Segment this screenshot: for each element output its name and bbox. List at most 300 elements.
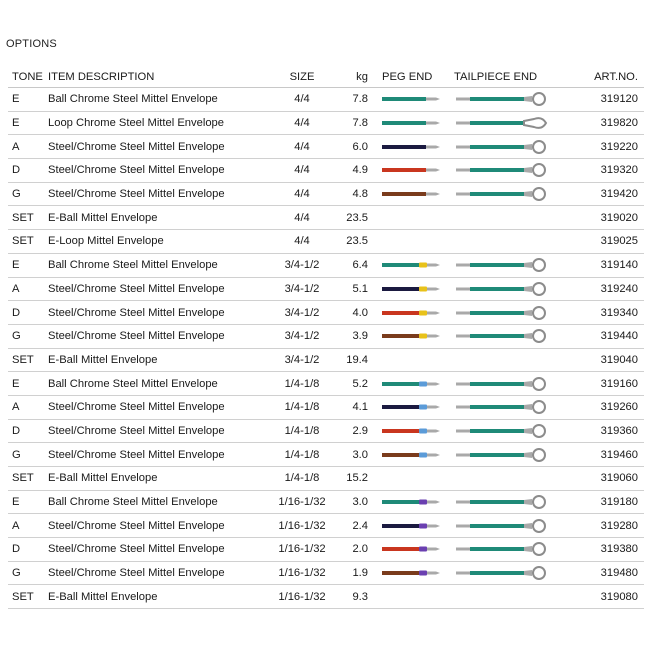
peg-tip — [436, 145, 440, 148]
peg-tip — [436, 287, 440, 290]
peg-end-cell — [382, 324, 454, 348]
tail-collar — [524, 310, 532, 316]
table-row — [8, 159, 644, 183]
tail-string — [470, 145, 524, 149]
tailpiece-end-cell — [454, 159, 564, 183]
tailpiece-end-icon — [454, 279, 554, 299]
peg-color-band — [419, 547, 427, 552]
kg-cell: 23.5 — [338, 206, 382, 230]
description-cell: Ball Chrome Steel Mittel Envelope — [48, 88, 266, 112]
table-body — [8, 88, 644, 609]
header-size: SIZE — [266, 66, 338, 88]
description-cell: Steel/Chrome Steel Mittel Envelope — [48, 419, 266, 443]
tone-cell: G — [8, 561, 48, 585]
tail-ball — [533, 543, 545, 555]
peg-tip — [436, 335, 440, 338]
size-cell: 1/4-1/8 — [266, 372, 338, 396]
tailpiece-end-icon — [454, 184, 554, 204]
tailpiece-end-cell — [454, 443, 564, 467]
table-row — [8, 111, 644, 135]
tail-string — [470, 168, 524, 172]
tailpiece-end-cell — [454, 182, 564, 206]
description-cell: Steel/Chrome Steel Mittel Envelope — [48, 324, 266, 348]
tailpiece-end-icon — [454, 255, 554, 275]
tailpiece-end-cell — [454, 490, 564, 514]
art-no-cell: 319460 — [564, 443, 644, 467]
peg-color-band — [419, 263, 427, 268]
peg-end-cell — [382, 88, 454, 112]
peg-color-band — [419, 523, 427, 528]
kg-cell: 6.0 — [338, 135, 382, 159]
peg-tip — [436, 382, 440, 385]
art-no-cell: 319420 — [564, 182, 644, 206]
peg-tip — [436, 193, 440, 196]
peg-tip — [436, 572, 440, 575]
peg-metal-end — [426, 335, 436, 338]
tail-metal-start — [456, 453, 470, 456]
art-no-cell: 319120 — [564, 88, 644, 112]
peg-color-band — [419, 571, 427, 576]
peg-end-icon — [382, 426, 442, 436]
tone-cell: E — [8, 372, 48, 396]
peg-end-cell — [382, 206, 454, 230]
size-cell: 1/4-1/8 — [266, 467, 338, 491]
size-cell: 3/4-1/2 — [266, 277, 338, 301]
header-description: ITEM DESCRIPTION — [48, 66, 266, 88]
tail-collar — [524, 499, 532, 505]
description-cell: Steel/Chrome Steel Mittel Envelope — [48, 182, 266, 206]
peg-end-icon — [382, 308, 442, 318]
peg-string — [382, 97, 426, 101]
tail-metal-start — [456, 501, 470, 504]
tone-cell: D — [8, 159, 48, 183]
description-cell: Steel/Chrome Steel Mittel Envelope — [48, 277, 266, 301]
peg-end-icon — [382, 497, 442, 507]
tailpiece-end-icon — [454, 303, 554, 323]
peg-end-cell — [382, 395, 454, 419]
table-row — [8, 585, 644, 609]
header-kg: kg — [338, 66, 382, 88]
tailpiece-end-icon — [454, 326, 554, 346]
tail-ball — [533, 259, 545, 271]
tail-string — [470, 311, 524, 315]
kg-cell: 4.1 — [338, 395, 382, 419]
tailpiece-end-cell — [454, 395, 564, 419]
tailpiece-end-cell — [454, 514, 564, 538]
peg-end-cell — [382, 135, 454, 159]
table-row — [8, 135, 644, 159]
peg-metal-end — [426, 524, 436, 527]
art-no-cell: 319360 — [564, 419, 644, 443]
tone-cell: D — [8, 419, 48, 443]
peg-end-cell — [382, 538, 454, 562]
tail-string — [470, 405, 524, 409]
tailpiece-end-icon — [454, 113, 554, 133]
size-cell: 4/4 — [266, 135, 338, 159]
description-cell: E-Ball Mittel Envelope — [48, 348, 266, 372]
table-row — [8, 348, 644, 372]
peg-color-band — [419, 381, 427, 386]
art-no-cell: 319040 — [564, 348, 644, 372]
table-row — [8, 490, 644, 514]
table-row — [8, 514, 644, 538]
tailpiece-end-icon — [454, 89, 554, 109]
tail-metal-start — [456, 169, 470, 172]
size-cell: 1/16-1/32 — [266, 561, 338, 585]
tail-ball — [533, 449, 545, 461]
table-row — [8, 182, 644, 206]
description-cell: Ball Chrome Steel Mittel Envelope — [48, 490, 266, 514]
art-no-cell: 319140 — [564, 253, 644, 277]
peg-string — [382, 121, 426, 125]
peg-tip — [436, 524, 440, 527]
art-no-cell: 319320 — [564, 159, 644, 183]
peg-metal-end — [426, 501, 436, 504]
tone-cell: E — [8, 111, 48, 135]
peg-tip — [436, 169, 440, 172]
peg-end-cell — [382, 111, 454, 135]
tail-metal-start — [456, 287, 470, 290]
peg-color-band — [419, 286, 427, 291]
tone-cell: E — [8, 88, 48, 112]
header-tailpiece-end: TAILPIECE END — [454, 66, 564, 88]
table-row — [8, 419, 644, 443]
size-cell: 1/16-1/32 — [266, 538, 338, 562]
peg-metal-end — [426, 122, 436, 125]
tail-metal-start — [456, 193, 470, 196]
tone-cell: D — [8, 538, 48, 562]
tailpiece-end-cell — [454, 348, 564, 372]
tail-loop — [524, 118, 546, 128]
kg-cell: 4.0 — [338, 301, 382, 325]
tail-string — [470, 192, 524, 196]
tail-metal-start — [456, 548, 470, 551]
tailpiece-end-cell — [454, 253, 564, 277]
art-no-cell: 319220 — [564, 135, 644, 159]
size-cell: 4/4 — [266, 182, 338, 206]
tailpiece-end-cell — [454, 585, 564, 609]
peg-end-cell — [382, 467, 454, 491]
tail-ball — [533, 401, 545, 413]
art-no-cell: 319280 — [564, 514, 644, 538]
peg-end-icon — [382, 165, 442, 175]
peg-end-cell — [382, 182, 454, 206]
tail-ball — [533, 283, 545, 295]
table-row — [8, 443, 644, 467]
tail-collar — [524, 333, 532, 339]
size-cell: 3/4-1/2 — [266, 348, 338, 372]
table-row — [8, 253, 644, 277]
tone-cell: G — [8, 324, 48, 348]
tailpiece-end-cell — [454, 230, 564, 254]
tail-collar — [524, 167, 532, 173]
peg-color-band — [419, 405, 427, 410]
size-cell: 4/4 — [266, 159, 338, 183]
size-cell: 1/16-1/32 — [266, 514, 338, 538]
art-no-cell: 319025 — [564, 230, 644, 254]
peg-end-cell — [382, 514, 454, 538]
tailpiece-end-icon — [454, 492, 554, 512]
kg-cell: 1.9 — [338, 561, 382, 585]
tailpiece-end-icon — [454, 445, 554, 465]
size-cell: 4/4 — [266, 111, 338, 135]
tail-collar — [524, 262, 532, 268]
peg-metal-end — [426, 311, 436, 314]
art-no-cell: 319240 — [564, 277, 644, 301]
tailpiece-end-cell — [454, 372, 564, 396]
tone-cell: SET — [8, 467, 48, 491]
size-cell: 4/4 — [266, 230, 338, 254]
tail-ball — [533, 330, 545, 342]
peg-metal-end — [426, 145, 436, 148]
peg-end-cell — [382, 490, 454, 514]
tone-cell: G — [8, 182, 48, 206]
tail-collar — [524, 286, 532, 292]
tail-metal-start — [456, 98, 470, 101]
peg-color-band — [419, 500, 427, 505]
peg-metal-end — [426, 169, 436, 172]
peg-end-icon — [382, 521, 442, 531]
tailpiece-end-icon — [454, 374, 554, 394]
peg-end-icon — [382, 450, 442, 460]
size-cell: 1/4-1/8 — [266, 443, 338, 467]
tone-cell: SET — [8, 206, 48, 230]
tailpiece-end-cell — [454, 561, 564, 585]
description-cell: Steel/Chrome Steel Mittel Envelope — [48, 395, 266, 419]
kg-cell: 5.1 — [338, 277, 382, 301]
peg-tip — [436, 98, 440, 101]
table-row — [8, 372, 644, 396]
description-cell: Steel/Chrome Steel Mittel Envelope — [48, 443, 266, 467]
size-cell: 3/4-1/2 — [266, 301, 338, 325]
description-cell: E-Loop Mittel Envelope — [48, 230, 266, 254]
tail-ball — [533, 378, 545, 390]
tail-string — [470, 334, 524, 338]
tail-metal-start — [456, 264, 470, 267]
size-cell: 3/4-1/2 — [266, 324, 338, 348]
tone-cell: A — [8, 277, 48, 301]
tailpiece-end-icon — [454, 160, 554, 180]
peg-end-cell — [382, 230, 454, 254]
art-no-cell: 319060 — [564, 467, 644, 491]
tail-string — [470, 453, 524, 457]
peg-end-cell — [382, 419, 454, 443]
tail-ball — [533, 425, 545, 437]
peg-end-cell — [382, 372, 454, 396]
tail-collar — [524, 428, 532, 434]
tone-cell: E — [8, 490, 48, 514]
tail-metal-start — [456, 382, 470, 385]
peg-string — [382, 145, 426, 149]
tail-string — [470, 287, 524, 291]
tail-string — [470, 97, 524, 101]
tailpiece-end-icon — [454, 563, 554, 583]
peg-tip — [436, 122, 440, 125]
tail-string — [470, 524, 524, 528]
description-cell: E-Ball Mittel Envelope — [48, 467, 266, 491]
tailpiece-end-cell — [454, 324, 564, 348]
size-cell: 1/16-1/32 — [266, 490, 338, 514]
table-row — [8, 395, 644, 419]
description-cell: Steel/Chrome Steel Mittel Envelope — [48, 159, 266, 183]
peg-end-icon — [382, 189, 442, 199]
table-row — [8, 467, 644, 491]
kg-cell: 4.9 — [338, 159, 382, 183]
tail-collar — [524, 570, 532, 576]
kg-cell: 9.3 — [338, 585, 382, 609]
art-no-cell: 319180 — [564, 490, 644, 514]
table-row — [8, 301, 644, 325]
tail-string — [470, 263, 524, 267]
tail-collar — [524, 144, 532, 150]
tone-cell: SET — [8, 230, 48, 254]
tone-cell: G — [8, 443, 48, 467]
tail-ball — [533, 164, 545, 176]
art-no-cell: 319440 — [564, 324, 644, 348]
size-cell: 3/4-1/2 — [266, 253, 338, 277]
peg-metal-end — [426, 287, 436, 290]
tail-string — [470, 429, 524, 433]
header-peg-end: PEG END — [382, 66, 454, 88]
size-cell: 4/4 — [266, 206, 338, 230]
tail-collar — [524, 404, 532, 410]
kg-cell: 2.9 — [338, 419, 382, 443]
kg-cell: 3.9 — [338, 324, 382, 348]
peg-end-icon — [382, 94, 442, 104]
art-no-cell: 319820 — [564, 111, 644, 135]
size-cell: 1/16-1/32 — [266, 585, 338, 609]
peg-end-cell — [382, 348, 454, 372]
peg-tip — [436, 453, 440, 456]
tail-collar — [524, 96, 532, 102]
tailpiece-end-cell — [454, 88, 564, 112]
peg-end-cell — [382, 253, 454, 277]
description-cell: Steel/Chrome Steel Mittel Envelope — [48, 561, 266, 585]
kg-cell: 4.8 — [338, 182, 382, 206]
description-cell: E-Ball Mittel Envelope — [48, 206, 266, 230]
tailpiece-end-cell — [454, 277, 564, 301]
peg-color-band — [419, 452, 427, 457]
description-cell: Steel/Chrome Steel Mittel Envelope — [48, 538, 266, 562]
size-cell: 4/4 — [266, 88, 338, 112]
description-cell: Steel/Chrome Steel Mittel Envelope — [48, 135, 266, 159]
art-no-cell: 319160 — [564, 372, 644, 396]
kg-cell: 3.0 — [338, 443, 382, 467]
peg-end-cell — [382, 585, 454, 609]
header-art-no: ART.NO. — [564, 66, 644, 88]
table-row — [8, 324, 644, 348]
tailpiece-end-icon — [454, 137, 554, 157]
art-no-cell: 319380 — [564, 538, 644, 562]
tone-cell: A — [8, 135, 48, 159]
tone-cell: SET — [8, 348, 48, 372]
header-tone: TONE — [8, 66, 48, 88]
peg-tip — [436, 406, 440, 409]
peg-end-icon — [382, 331, 442, 341]
peg-end-icon — [382, 568, 442, 578]
peg-end-icon — [382, 402, 442, 412]
kg-cell: 2.0 — [338, 538, 382, 562]
tailpiece-end-icon — [454, 421, 554, 441]
peg-end-cell — [382, 159, 454, 183]
header-row — [8, 66, 644, 88]
kg-cell: 7.8 — [338, 88, 382, 112]
tail-string — [470, 571, 524, 575]
tail-string — [470, 382, 524, 386]
kg-cell: 5.2 — [338, 372, 382, 396]
peg-metal-end — [426, 264, 436, 267]
tone-cell: D — [8, 301, 48, 325]
art-no-cell: 319340 — [564, 301, 644, 325]
peg-tip — [436, 429, 440, 432]
art-no-cell: 319020 — [564, 206, 644, 230]
peg-metal-end — [426, 453, 436, 456]
art-no-cell: 319480 — [564, 561, 644, 585]
tailpiece-end-icon — [454, 397, 554, 417]
tail-metal-start — [456, 145, 470, 148]
tail-metal-start — [456, 122, 470, 125]
peg-tip — [436, 311, 440, 314]
table-row — [8, 230, 644, 254]
tail-metal-start — [456, 572, 470, 575]
peg-metal-end — [426, 382, 436, 385]
peg-metal-end — [426, 429, 436, 432]
tone-cell: E — [8, 253, 48, 277]
peg-string — [382, 168, 426, 172]
peg-end-cell — [382, 301, 454, 325]
tail-collar — [524, 191, 532, 197]
peg-metal-end — [426, 572, 436, 575]
peg-color-band — [419, 334, 427, 339]
kg-cell: 7.8 — [338, 111, 382, 135]
kg-cell: 15.2 — [338, 467, 382, 491]
tail-ball — [533, 567, 545, 579]
tail-string — [470, 121, 524, 125]
tail-metal-start — [456, 311, 470, 314]
tailpiece-end-cell — [454, 206, 564, 230]
tail-string — [470, 500, 524, 504]
description-cell: Steel/Chrome Steel Mittel Envelope — [48, 514, 266, 538]
page-title: OPTIONS — [6, 38, 57, 50]
peg-tip — [436, 501, 440, 504]
kg-cell: 2.4 — [338, 514, 382, 538]
peg-color-band — [419, 428, 427, 433]
description-cell: Ball Chrome Steel Mittel Envelope — [48, 253, 266, 277]
peg-end-icon — [382, 142, 442, 152]
tailpiece-end-cell — [454, 135, 564, 159]
peg-end-icon — [382, 260, 442, 270]
tail-string — [470, 547, 524, 551]
art-no-cell: 319260 — [564, 395, 644, 419]
description-cell: Ball Chrome Steel Mittel Envelope — [48, 372, 266, 396]
tail-ball — [533, 307, 545, 319]
tail-collar — [524, 452, 532, 458]
peg-tip — [436, 264, 440, 267]
table-row — [8, 561, 644, 585]
tailpiece-end-cell — [454, 301, 564, 325]
description-cell: E-Ball Mittel Envelope — [48, 585, 266, 609]
kg-cell: 6.4 — [338, 253, 382, 277]
peg-metal-end — [426, 193, 436, 196]
size-cell: 1/4-1/8 — [266, 395, 338, 419]
tailpiece-end-icon — [454, 516, 554, 536]
tailpiece-end-cell — [454, 467, 564, 491]
tone-cell: SET — [8, 585, 48, 609]
tail-metal-start — [456, 429, 470, 432]
tail-collar — [524, 381, 532, 387]
tail-ball — [533, 520, 545, 532]
peg-end-cell — [382, 443, 454, 467]
